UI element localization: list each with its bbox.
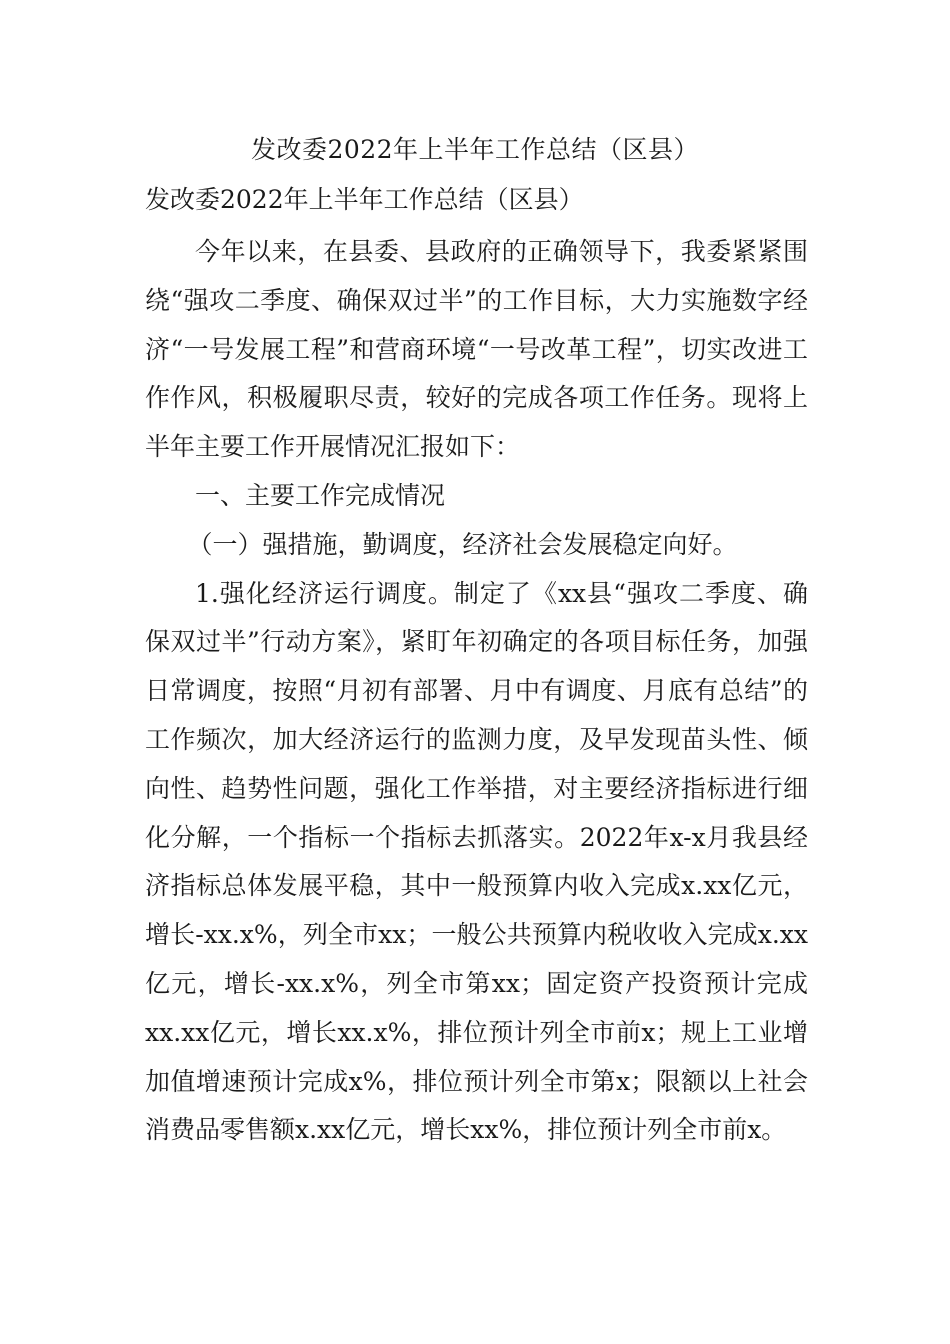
document-title: 发改委2022年上半年工作总结（区县）	[250, 135, 700, 164]
intro-paragraph: 今年以来，在县委、县政府的正确领导下，我委紧紧围绕“强攻二季度、确保双过半”的工作目标，大力实施数字经济“一号发展工程”和营商环境“一号改革工程”，切实改进工作作风，积极履职尽责，较好的完成各项工作任务。现将上半年主要工作开展情况汇报如下：	[145, 237, 808, 462]
item-paragraph: 1.强化经济运行调度。制定了《xx县“强攻二季度、确保双过半”行动方案》，紧盯年初确定的各项目标任务，加强日常调度，按照“月初有部署、月中有调度、月底有总结”的工作频次，加大经济运行的监测力度，及早发现苗头性、倾向性、趋势性问题，强化工作举措，对主要经济指标进行细化分解，一个指标一个指标去抓落实。2022年x-x月我县经济指标总体发展平稳，其中一般预算内收入完成x.xx亿元，增长-xx.x%，列全市xx；一般公共预算内税收收入完成x.xx亿元，增长-xx.x%，列全市第xx；固定资产投资预计完成xx.xx亿元，增长xx.x%，排位预计列全市前x；规上工业增加值增速预计完成x%，排位预计列全市第x；限额以上社会消费品零售额x.xx亿元，增长xx%，排位预计列全市前x。	[145, 578, 808, 1145]
document-subtitle: 发改委2022年上半年工作总结（区县）	[145, 185, 584, 214]
subsection-heading: （一）强措施，勤调度，经济社会发展稳定向好。	[187, 529, 738, 559]
section-heading: 一、主要工作完成情况	[195, 480, 446, 510]
document-body	[145, 228, 808, 1155]
